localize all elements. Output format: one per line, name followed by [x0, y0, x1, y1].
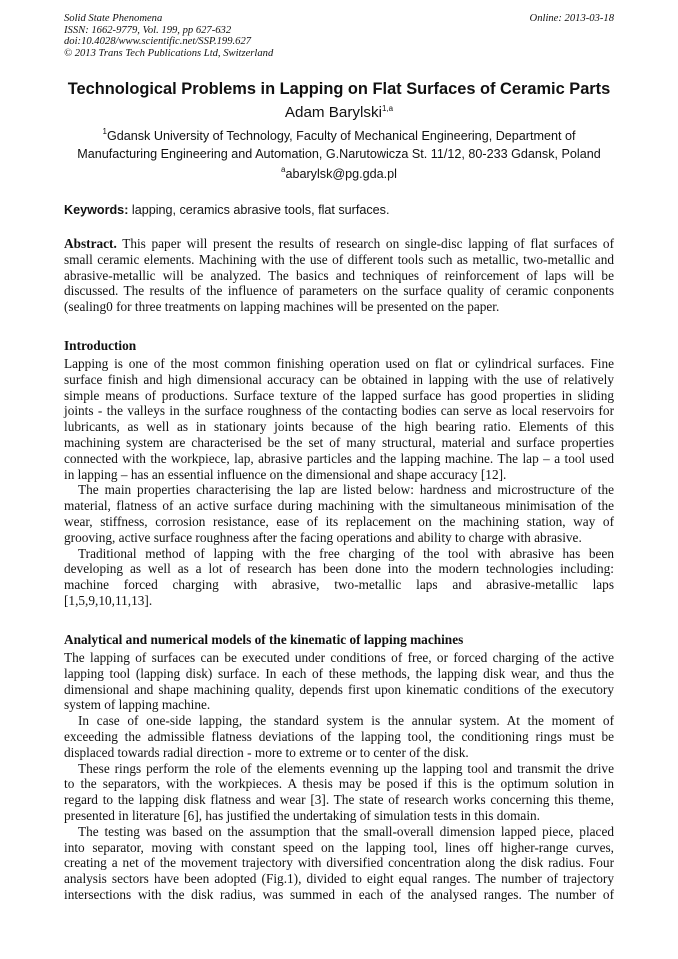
keywords-text: lapping, ceramics abrasive tools, flat surfaces.	[128, 203, 390, 217]
affiliation-sup: 1	[102, 127, 107, 136]
email-sup: a	[281, 165, 286, 174]
email-address[interactable]: abarylsk@pg.gda.pl	[285, 167, 397, 181]
keywords	[64, 203, 389, 217]
abstract: Abstract. This paper will present the results of research on single-disc lapping of flat surfaces of small ceramic elements. Machining with the use of different tools such as metallic, two-metallic and abrasive-metallic will be analyzed. The basics and techniques of reinforcement of laps will be discussed. The results of the influence of parameters on the surface quality of ceramic conponents (sealing0 for three treatments on lapping machines will be presented on the paper.	[64, 236, 614, 315]
author-line	[0, 104, 678, 121]
kinematic-models-section: Analytical and numerical models of the kinematic of lapping machines The lapping of surfaces can be executed under conditions of free, or forced charging of the active lapping tool (lapping disk) surface. In each of these methods, the lapping disk wear, and thus the dimensional and shape machining quality, depends first upon kinematic conditions of the executory system of lapping machine. In case of one-side lapping, the standard system is the annular system. At the moment of exceeding the admissible flatness deviations of the lapping tool, the conditioning rings must be displaced towards radial direction - more to extreme or to center of the disk. These rings perform the role of the elements evenning up the lapping tool and transmit the drive to the separators, with the workpieces. A thesis may be posed if this is the optimum solution in regard to the lapping disk flatness and wear [3]. The state of research works concerning this theme, presented in literature [6], has justified the undertaking of simulation tests in this domain. The testing was based on the assumption that the small-overall dimension lapped piece, placed into separator, moving with constant speed on the lapping tool, lines off higher-range curves, creating a net of the movement trajectory with diversified concentration along the disk radius. Four analysis sectors have been adopted (Fig.1), divided to eight equal ranges. The number of trajectory intersections with the disk radius, was summed in each of the analysed ranges. The number of	[64, 632, 614, 902]
introduction-section: Introduction Lapping is one of the most common finishing operation used on flat or cylindrical surfaces. Fine surface finish and high dimensional accuracy can be obtained in lapping with the use of relatively simple means of productions. Surface texture of the lapped surface has good properties in sliding joints - the valleys in the surface roughness of the contacting bodies can serve as local reservoirs for lubricants, as well as in stationary joints because of the high bearing ratio. Elements of this machining system are characterised be the set of many structural, material and surface properties connected with the workpiece, lap, abrasive particles and the lapping machine. The lap – a tool used in lapping – has an essential influence on the dimensional and shape accuracy [12]. The main properties characterising the lap are listed below: hardness and microstructure of the material, flatness of an active surface during machining with the simultaneous minimisation of the wear, stiffness, corrosion resistance, ease of its replacement on the machining station, way of grooving, active surface roughness after the facing operations and ability to charge with abrasive. Traditional method of lapping with the free charging of the tool with abrasive has been developing as well as a lot of research has been done into the modern technologies including: machine forced charging with abrasive, two-metallic laps and abrasive-metallic laps [1,5,9,10,11,13].	[64, 338, 614, 608]
journal-name: Solid State Phenomena	[64, 13, 163, 24]
keywords-label: Keywords:	[64, 203, 129, 217]
doi-link[interactable]: doi:10.4028/www.scientific.net/SSP.199.627	[64, 36, 252, 48]
email-line	[0, 167, 678, 181]
affiliation	[0, 127, 678, 163]
online-date: Online: 2013-03-18	[529, 13, 614, 24]
section-heading: Analytical and numerical models of the kinematic of lapping machines	[64, 632, 464, 647]
introduction-heading: Introduction	[64, 338, 137, 353]
author-name: Adam Barylski	[284, 104, 382, 121]
issn-info: ISSN: 1662-9779, Vol. 199, pp 627-632	[64, 24, 232, 36]
copyright-notice: © 2013 Trans Tech Publications Ltd, Switzerland	[64, 47, 274, 59]
affiliation-line-1: Gdansk University of Technology, Faculty of Mechanical Engineering, Department of	[106, 129, 576, 143]
affiliation-line-2: Manufacturing Engineering and Automation, G.Narutowicza St. 11/12, 80-233 Gdansk, Poland	[77, 147, 601, 161]
abstract-label: Abstract.	[64, 236, 117, 251]
author-sup: 1,a	[381, 104, 394, 113]
journal-header	[64, 13, 273, 59]
paper-title: Technological Problems in Lapping on Flat Surfaces of Ceramic Parts	[67, 80, 611, 98]
